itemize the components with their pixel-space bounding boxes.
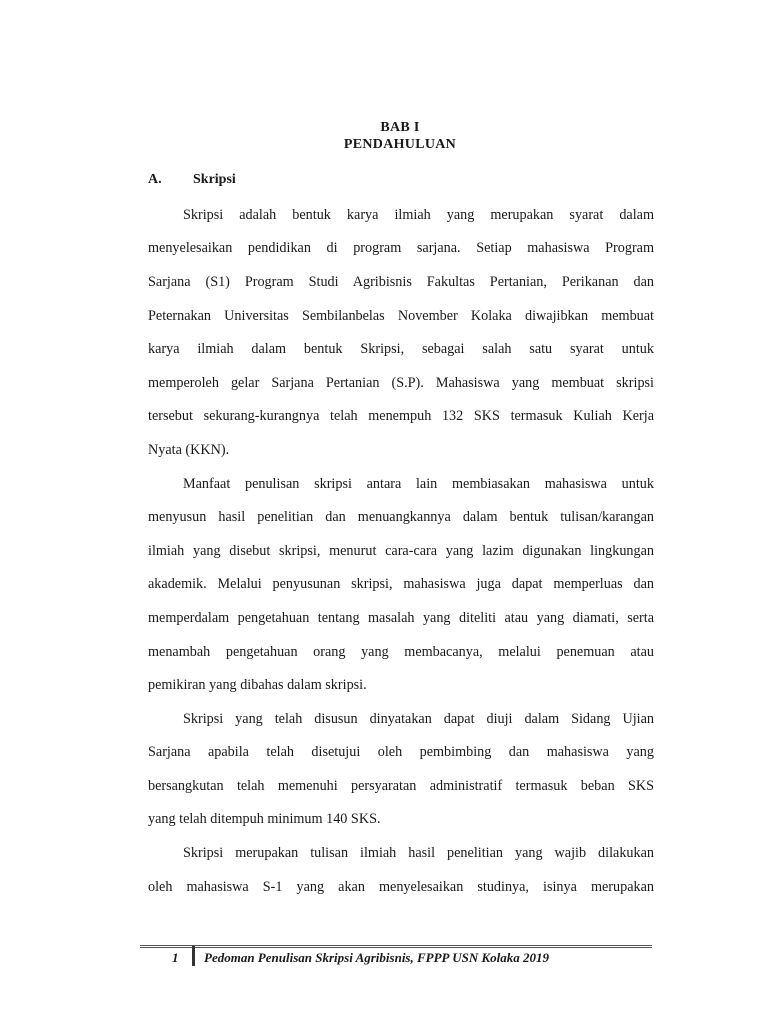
body-line: memperdalam pengetahuan tentang masalah yang diteliti atau yang diamati, serta xyxy=(148,610,654,626)
footer-separator xyxy=(192,946,195,966)
body-line: karya ilmiah dalam bentuk Skripsi, sebagai salah satu syarat untuk xyxy=(148,341,654,357)
page-number: 1 xyxy=(172,950,179,965)
body-line: Nyata (KKN). xyxy=(148,442,230,458)
body-line: pemikiran yang dibahas dalam skripsi. xyxy=(148,677,367,693)
body-line: bersangkutan telah memenuhi persyaratan administratif termasuk beban SKS xyxy=(148,778,654,794)
body-line: menambah pengetahuan orang yang membacanya, melalui penemuan atau xyxy=(148,644,654,660)
footer-divider xyxy=(140,945,652,948)
body-line: Sarjana apabila telah disetujui oleh pembimbing dan mahasiswa yang xyxy=(148,744,654,760)
section-heading xyxy=(148,172,448,192)
body-line: menyusun hasil penelitian dan menuangkannya dalam bentuk tulisan/karangan xyxy=(148,509,654,525)
body-line: Skripsi adalah bentuk karya ilmiah yang merupakan syarat dalam xyxy=(183,207,654,223)
body-line: ilmiah yang disebut skripsi, menurut cara-cara yang lazim digunakan lingkungan xyxy=(148,543,654,559)
body-line: menyelesaikan pendidikan di program sarjana. Setiap mahasiswa Program xyxy=(148,240,654,256)
body-line: yang telah ditempuh minimum 140 SKS. xyxy=(148,811,381,827)
chapter-heading: BAB I xyxy=(380,120,420,135)
body-line: memperoleh gelar Sarjana Pertanian (S.P). Mahasiswa yang membuat skripsi xyxy=(148,375,654,391)
body-line: Skripsi yang telah disusun dinyatakan dapat diuji dalam Sidang Ujian xyxy=(183,711,654,727)
section-number: A. xyxy=(148,172,162,187)
body-line: Skripsi merupakan tulisan ilmiah hasil penelitian yang wajib dilakukan xyxy=(183,845,654,861)
body-line: Peternakan Universitas Sembilanbelas November Kolaka diwajibkan membuat xyxy=(148,308,654,324)
section-title: Skripsi xyxy=(193,172,236,187)
body-line: oleh mahasiswa S-1 yang akan menyelesaikan studinya, isinya merupakan xyxy=(148,879,654,895)
footer-text: Pedoman Penulisan Skripsi Agribisnis, FPPP USN Kolaka 2019 xyxy=(204,950,550,965)
chapter-title: PENDAHULUAN xyxy=(343,137,457,152)
body-line: akademik. Melalui penyusunan skripsi, mahasiswa juga dapat memperluas dan xyxy=(148,576,654,592)
body-line: Manfaat penulisan skripsi antara lain membiasakan mahasiswa untuk xyxy=(183,476,654,492)
body-line: tersebut sekurang-kurangnya telah menempuh 132 SKS termasuk Kuliah Kerja xyxy=(148,408,654,424)
body-line: Sarjana (S1) Program Studi Agribisnis Fakultas Pertanian, Perikanan dan xyxy=(148,274,654,290)
